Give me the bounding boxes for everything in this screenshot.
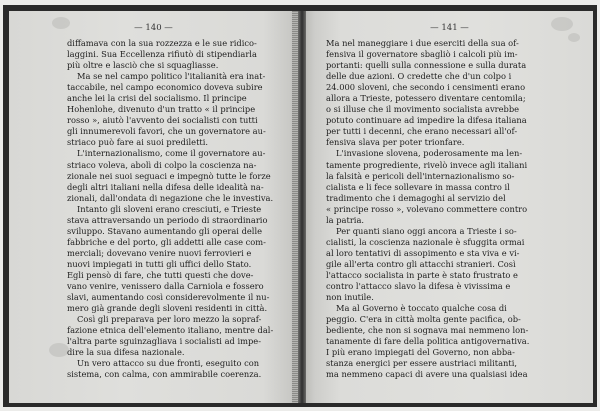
text-line: sistema, con calma, con ammirabile coerenza. bbox=[67, 369, 262, 380]
text-line: ma nemmeno capaci di avere una qualsiasi idea bbox=[326, 369, 528, 380]
text-line: Ma al Governo è toccato qualche cosa di bbox=[336, 303, 507, 314]
text-line: zionali, dall'ondata di negazione che le investiva. bbox=[67, 192, 274, 203]
text-line: rosso », aiutò l'avvento dei socialisti con tutti bbox=[67, 115, 258, 126]
text-line: delle due azioni. O credette che d'un colpo i bbox=[326, 71, 512, 82]
text-line: Intanto gli sloveni erano cresciuti, e Trieste bbox=[77, 203, 262, 214]
text-line: stanza energici per essere austriaci militanti, bbox=[326, 358, 518, 369]
text-line: Egli pensò di fare, che tutti questi che dove- bbox=[67, 269, 254, 280]
text-line: Hohenlohe, divenuto d'un tratto « il principe bbox=[67, 104, 256, 115]
text-line: striaco voleva, abolì di colpo la coscienza na- bbox=[67, 159, 257, 170]
left-page-text bbox=[67, 38, 287, 380]
text-line: per tutti i decenni, che erano necessari all'of- bbox=[326, 126, 518, 137]
text-line: I più erano impiegati del Governo, non abba- bbox=[326, 347, 515, 358]
text-line: degli altri italiani nella difesa delle idealità na- bbox=[67, 181, 264, 192]
page-number-right: — 141 — bbox=[430, 23, 469, 33]
right-page bbox=[306, 11, 593, 403]
text-line: mero già grande degli sloveni residenti in città. bbox=[67, 303, 268, 314]
text-line: nuovi impiegati in tutti gli uffici dello Stato. bbox=[67, 258, 252, 269]
text-line: stava attraversando un periodo di straordinario bbox=[67, 214, 268, 225]
text-line: merciali; dovevano venire nuovi ferrovieri e bbox=[67, 247, 252, 258]
text-line: al loro tentativi di assopimento e sta viva e vi- bbox=[326, 247, 520, 258]
text-line: « principe rosso », volevano commettere contro bbox=[326, 203, 528, 214]
text-line: tamente progrediente, rivelò invece agli italiani bbox=[326, 159, 528, 170]
text-line: peggio. C'era in città molta gente pacifica, ob- bbox=[326, 314, 521, 325]
text-line: portanti: quelli sulla connessione e sulla durata bbox=[326, 60, 527, 71]
left-page bbox=[9, 11, 298, 403]
paper-stain bbox=[49, 343, 69, 357]
text-line: più oltre e lasciò che si squagliasse. bbox=[67, 60, 219, 71]
text-line: fazione etnica dell'elemento italiano, mentre dal- bbox=[67, 325, 274, 336]
text-line: 24.000 sloveni, che secondo i censimenti erano bbox=[326, 82, 526, 93]
text-line: fabbriche e del porto, gli addetti alle case com- bbox=[67, 236, 266, 247]
book-gutter bbox=[298, 11, 306, 403]
text-line: striaco può fare ai suoi prediletti. bbox=[67, 137, 209, 148]
text-line: cialista e li fece sollevare in massa contro il bbox=[326, 181, 510, 192]
text-line: la falsità e pericoli dell'internazionalismo so- bbox=[326, 170, 515, 181]
text-line: contro l'attacco slavo la difesa è vivissima e bbox=[326, 281, 511, 292]
text-line: sviluppo. Stavano aumentando gli operai delle bbox=[67, 225, 263, 236]
text-line: gli innumerevoli favori, che un governatore au- bbox=[67, 126, 266, 137]
text-line: tradimento che i demagoghi al servizio del bbox=[326, 192, 506, 203]
right-page-text bbox=[326, 38, 550, 380]
paper-stain bbox=[568, 33, 580, 42]
text-line: o si illuse che il movimento socialista avrebbe bbox=[326, 104, 520, 115]
text-line: vano venire, venissero dalla Carniola e fossero bbox=[67, 281, 264, 292]
text-line: Ma nel maneggiare i due eserciti della sua of- bbox=[326, 38, 519, 48]
text-line: Ma se nel campo politico l'italianità era inat- bbox=[77, 71, 266, 82]
text-line: bediente, che non si sognava mai nemmeno lon- bbox=[326, 325, 529, 336]
text-line: allora a Trieste, potessero diventare centomila; bbox=[326, 93, 526, 104]
text-line: taccabile, nel campo economico doveva subire bbox=[67, 82, 263, 93]
text-line: tanamente di fare della politica antigovernativa. bbox=[326, 336, 530, 347]
text-line: Per quanti siano oggi ancora a Trieste i so- bbox=[336, 225, 517, 236]
text-line: fensiva il governatore sbagliò i calcoli più im- bbox=[326, 49, 518, 60]
text-line: dire la sua difesa nazionale. bbox=[67, 347, 185, 358]
paper-stain bbox=[52, 17, 70, 29]
paper-stain bbox=[551, 17, 573, 31]
text-line: L'invasione slovena, poderosamente ma len- bbox=[336, 148, 523, 159]
text-line: anche lei la crisi del socialismo. Il principe bbox=[67, 93, 247, 104]
text-line: Così gli preparava per loro mezzo la sopraf- bbox=[77, 314, 262, 325]
text-line: fensiva slava per poter trionfare. bbox=[326, 137, 465, 148]
text-line: Un vero attacco su due fronti, eseguito con bbox=[77, 358, 260, 369]
text-line: slavi, aumentando così considerevolmente il nu- bbox=[67, 292, 270, 303]
text-line: la patria. bbox=[326, 214, 365, 225]
text-line: l'altra parte sguinzagliava i socialisti ad impe- bbox=[67, 336, 262, 347]
text-line: L'internazionalismo, come il governatore au- bbox=[77, 148, 266, 159]
text-line: zionale nei suoi seguaci e impegnò tutte le forze bbox=[67, 170, 271, 181]
text-line: potuto continuare ad impedire la difesa italiana bbox=[326, 115, 527, 126]
text-line: diffamava con la sua rozzezza e le sue ridico- bbox=[67, 38, 257, 48]
text-line: l'attacco socialista in parte è stato frustrato e bbox=[326, 269, 518, 280]
text-line: non inutile. bbox=[326, 292, 374, 303]
text-line: laggini. Sua Eccellenza rifiutò di stipendiarla bbox=[67, 49, 257, 60]
page-number-left: — 140 — bbox=[134, 23, 173, 33]
text-line: cialisti, la coscienza nazionale è sfuggita ormai bbox=[326, 236, 525, 247]
text-line: gile all'erta contro gli attacchi stranieri. Così bbox=[326, 258, 516, 269]
